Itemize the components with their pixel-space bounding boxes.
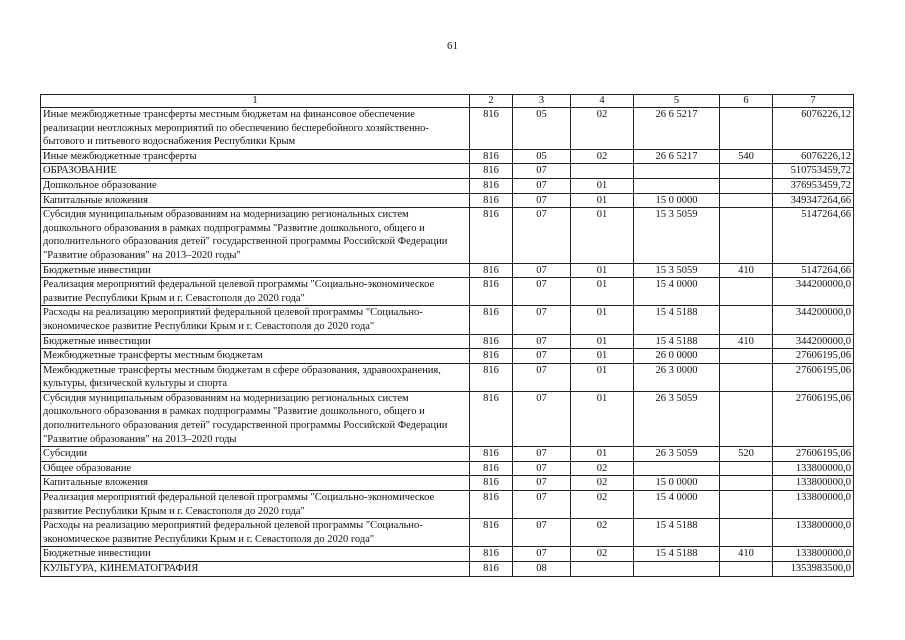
cell-expense-type: [720, 349, 773, 364]
cell-subsection: 02: [571, 491, 634, 519]
cell-amount: 510753459,72: [773, 164, 854, 179]
column-header: 5: [634, 95, 720, 108]
cell-amount: 344200000,0: [773, 334, 854, 349]
cell-expense-type: 540: [720, 149, 773, 164]
cell-subsection: 01: [571, 278, 634, 306]
cell-subsection: 01: [571, 334, 634, 349]
table-row: [41, 306, 854, 334]
cell-expense-type: [720, 108, 773, 150]
cell-target-article: [634, 178, 720, 193]
row-name: Субсидии: [41, 447, 470, 462]
budget-table: [40, 94, 854, 577]
row-name: Субсидия муниципальным образованиям на модернизацию региональных систем дошкольного образования в рамках подпрограммы "Развитие дошкольного, общего и дополнительного образования детей" государственной программы Российской Федерации "Развитие образования" на 2013–2020 годы": [41, 208, 470, 263]
cell-expense-type: [720, 278, 773, 306]
cell-expense-type: [720, 461, 773, 476]
row-name: Бюджетные инвестиции: [41, 547, 470, 562]
table-row: [41, 447, 854, 462]
cell-section: 07: [513, 278, 571, 306]
cell-target-article: [634, 562, 720, 577]
cell-ministry-code: 816: [470, 363, 513, 391]
cell-ministry-code: 816: [470, 562, 513, 577]
row-name: Общее образование: [41, 461, 470, 476]
cell-amount: 27606195,06: [773, 349, 854, 364]
cell-section: 07: [513, 447, 571, 462]
cell-subsection: 01: [571, 306, 634, 334]
row-name: КУЛЬТУРА, КИНЕМАТОГРАФИЯ: [41, 562, 470, 577]
cell-target-article: 15 4 5188: [634, 306, 720, 334]
row-name: Расходы на реализацию мероприятий федеральной целевой программы "Социально-экономическое развитие Республики Крым и г. Севастополя до 2020 года": [41, 306, 470, 334]
cell-amount: 133800000,0: [773, 491, 854, 519]
cell-ministry-code: 816: [470, 149, 513, 164]
cell-subsection: 01: [571, 391, 634, 446]
cell-amount: 344200000,0: [773, 278, 854, 306]
cell-target-article: 15 4 5188: [634, 334, 720, 349]
row-name: Межбюджетные трансферты местным бюджетам: [41, 349, 470, 364]
cell-amount: 6076226,12: [773, 108, 854, 150]
table-row: [41, 349, 854, 364]
table-row: [41, 108, 854, 150]
cell-amount: 27606195,06: [773, 447, 854, 462]
cell-ministry-code: 816: [470, 263, 513, 278]
cell-target-article: 26 6 5217: [634, 149, 720, 164]
cell-expense-type: [720, 208, 773, 263]
row-name: Иные межбюджетные трансферты: [41, 149, 470, 164]
column-header: 7: [773, 95, 854, 108]
cell-expense-type: [720, 491, 773, 519]
cell-amount: 5147264,66: [773, 208, 854, 263]
row-name: Дошкольное образование: [41, 178, 470, 193]
cell-subsection: 01: [571, 263, 634, 278]
cell-amount: 376953459,72: [773, 178, 854, 193]
cell-ministry-code: 816: [470, 349, 513, 364]
cell-section: 07: [513, 306, 571, 334]
table-header-row: [41, 95, 854, 108]
cell-ministry-code: 816: [470, 334, 513, 349]
cell-target-article: 15 3 5059: [634, 208, 720, 263]
cell-amount: 133800000,0: [773, 461, 854, 476]
cell-subsection: 01: [571, 349, 634, 364]
cell-amount: 133800000,0: [773, 519, 854, 547]
cell-section: 07: [513, 193, 571, 208]
table-row: [41, 178, 854, 193]
cell-target-article: 26 3 5059: [634, 447, 720, 462]
cell-section: 07: [513, 391, 571, 446]
cell-target-article: [634, 164, 720, 179]
cell-section: 08: [513, 562, 571, 577]
cell-amount: 5147264,66: [773, 263, 854, 278]
cell-expense-type: [720, 193, 773, 208]
table-row: [41, 263, 854, 278]
cell-target-article: 15 4 0000: [634, 491, 720, 519]
table-row: [41, 208, 854, 263]
cell-target-article: 15 3 5059: [634, 263, 720, 278]
table-row: [41, 547, 854, 562]
cell-section: 07: [513, 519, 571, 547]
cell-amount: 349347264,66: [773, 193, 854, 208]
cell-expense-type: [720, 476, 773, 491]
row-name: Капитальные вложения: [41, 476, 470, 491]
table-row: [41, 193, 854, 208]
row-name: Реализация мероприятий федеральной целевой программы "Социально-экономическое развитие Республики Крым и г. Севастополя до 2020 года": [41, 278, 470, 306]
cell-section: 07: [513, 461, 571, 476]
table-row: [41, 519, 854, 547]
cell-subsection: [571, 562, 634, 577]
cell-section: 07: [513, 363, 571, 391]
row-name: ОБРАЗОВАНИЕ: [41, 164, 470, 179]
column-header: 3: [513, 95, 571, 108]
cell-amount: 344200000,0: [773, 306, 854, 334]
column-header: 4: [571, 95, 634, 108]
table-row: [41, 391, 854, 446]
cell-subsection: 01: [571, 178, 634, 193]
cell-subsection: 02: [571, 476, 634, 491]
cell-amount: 27606195,06: [773, 363, 854, 391]
cell-section: 07: [513, 263, 571, 278]
cell-expense-type: [720, 363, 773, 391]
cell-amount: 133800000,0: [773, 476, 854, 491]
cell-target-article: 15 4 5188: [634, 519, 720, 547]
row-name: Реализация мероприятий федеральной целевой программы "Социально-экономическое развитие Республики Крым и г. Севастополя до 2020 года": [41, 491, 470, 519]
cell-target-article: 15 4 5188: [634, 547, 720, 562]
cell-section: 07: [513, 208, 571, 263]
cell-ministry-code: 816: [470, 278, 513, 306]
cell-ministry-code: 816: [470, 491, 513, 519]
cell-amount: 27606195,06: [773, 391, 854, 446]
cell-target-article: 26 3 0000: [634, 363, 720, 391]
cell-section: 07: [513, 164, 571, 179]
cell-section: 07: [513, 476, 571, 491]
cell-subsection: 02: [571, 519, 634, 547]
page-number: 61: [447, 40, 458, 52]
row-name: Капитальные вложения: [41, 193, 470, 208]
cell-target-article: 26 0 0000: [634, 349, 720, 364]
cell-target-article: [634, 461, 720, 476]
cell-ministry-code: 816: [470, 476, 513, 491]
cell-amount: 1353983500,0: [773, 562, 854, 577]
cell-section: 07: [513, 178, 571, 193]
row-name: Иные межбюджетные трансферты местным бюджетам на финансовое обеспечение реализации неотложных мероприятий по обеспечению бесперебойного хозяйственно-бытового и питьевого водоснабжения Республики Крым: [41, 108, 470, 150]
cell-ministry-code: 816: [470, 178, 513, 193]
cell-ministry-code: 816: [470, 193, 513, 208]
cell-subsection: 01: [571, 447, 634, 462]
table-row: [41, 363, 854, 391]
cell-ministry-code: 816: [470, 547, 513, 562]
cell-ministry-code: 816: [470, 461, 513, 476]
cell-section: 07: [513, 349, 571, 364]
table-row: [41, 491, 854, 519]
cell-amount: 133800000,0: [773, 547, 854, 562]
cell-ministry-code: 816: [470, 108, 513, 150]
cell-expense-type: [720, 306, 773, 334]
table-row: [41, 461, 854, 476]
cell-target-article: 15 0 0000: [634, 193, 720, 208]
cell-expense-type: [720, 164, 773, 179]
cell-ministry-code: 816: [470, 208, 513, 263]
cell-subsection: 01: [571, 208, 634, 263]
table-row: [41, 476, 854, 491]
cell-subsection: 02: [571, 461, 634, 476]
cell-expense-type: 520: [720, 447, 773, 462]
cell-expense-type: [720, 519, 773, 547]
cell-ministry-code: 816: [470, 447, 513, 462]
cell-subsection: 02: [571, 108, 634, 150]
table-row: [41, 562, 854, 577]
cell-ministry-code: 816: [470, 391, 513, 446]
cell-expense-type: 410: [720, 334, 773, 349]
cell-target-article: 26 6 5217: [634, 108, 720, 150]
cell-expense-type: [720, 391, 773, 446]
row-name: Бюджетные инвестиции: [41, 263, 470, 278]
table-row: [41, 334, 854, 349]
cell-subsection: 01: [571, 193, 634, 208]
row-name: Расходы на реализацию мероприятий федеральной целевой программы "Социально-экономическое развитие Республики Крым и г. Севастополя до 2020 года": [41, 519, 470, 547]
cell-subsection: 02: [571, 547, 634, 562]
cell-subsection: [571, 164, 634, 179]
cell-section: 05: [513, 108, 571, 150]
cell-expense-type: [720, 562, 773, 577]
cell-section: 07: [513, 334, 571, 349]
cell-expense-type: 410: [720, 263, 773, 278]
cell-amount: 6076226,12: [773, 149, 854, 164]
cell-ministry-code: 816: [470, 519, 513, 547]
cell-section: 07: [513, 547, 571, 562]
cell-section: 07: [513, 491, 571, 519]
column-header: 6: [720, 95, 773, 108]
table-row: [41, 164, 854, 179]
table-row: [41, 278, 854, 306]
row-name: Межбюджетные трансферты местным бюджетам в сфере образования, здравоохранения, культуры, физической культуры и спорта: [41, 363, 470, 391]
cell-ministry-code: 816: [470, 164, 513, 179]
cell-expense-type: [720, 178, 773, 193]
row-name: Субсидия муниципальным образованиям на модернизацию региональных систем дошкольного образования в рамках подпрограммы "Развитие дошкольного, общего и дополнительного образования детей" государственной программы Российской Федерации "Развитие образования" на 2013–2020 годы: [41, 391, 470, 446]
cell-subsection: 02: [571, 149, 634, 164]
cell-expense-type: 410: [720, 547, 773, 562]
cell-section: 05: [513, 149, 571, 164]
cell-target-article: 15 0 0000: [634, 476, 720, 491]
table-row: [41, 149, 854, 164]
cell-ministry-code: 816: [470, 306, 513, 334]
cell-target-article: 26 3 5059: [634, 391, 720, 446]
column-header: 2: [470, 95, 513, 108]
cell-target-article: 15 4 0000: [634, 278, 720, 306]
cell-subsection: 01: [571, 363, 634, 391]
column-header: 1: [41, 95, 470, 108]
row-name: Бюджетные инвестиции: [41, 334, 470, 349]
